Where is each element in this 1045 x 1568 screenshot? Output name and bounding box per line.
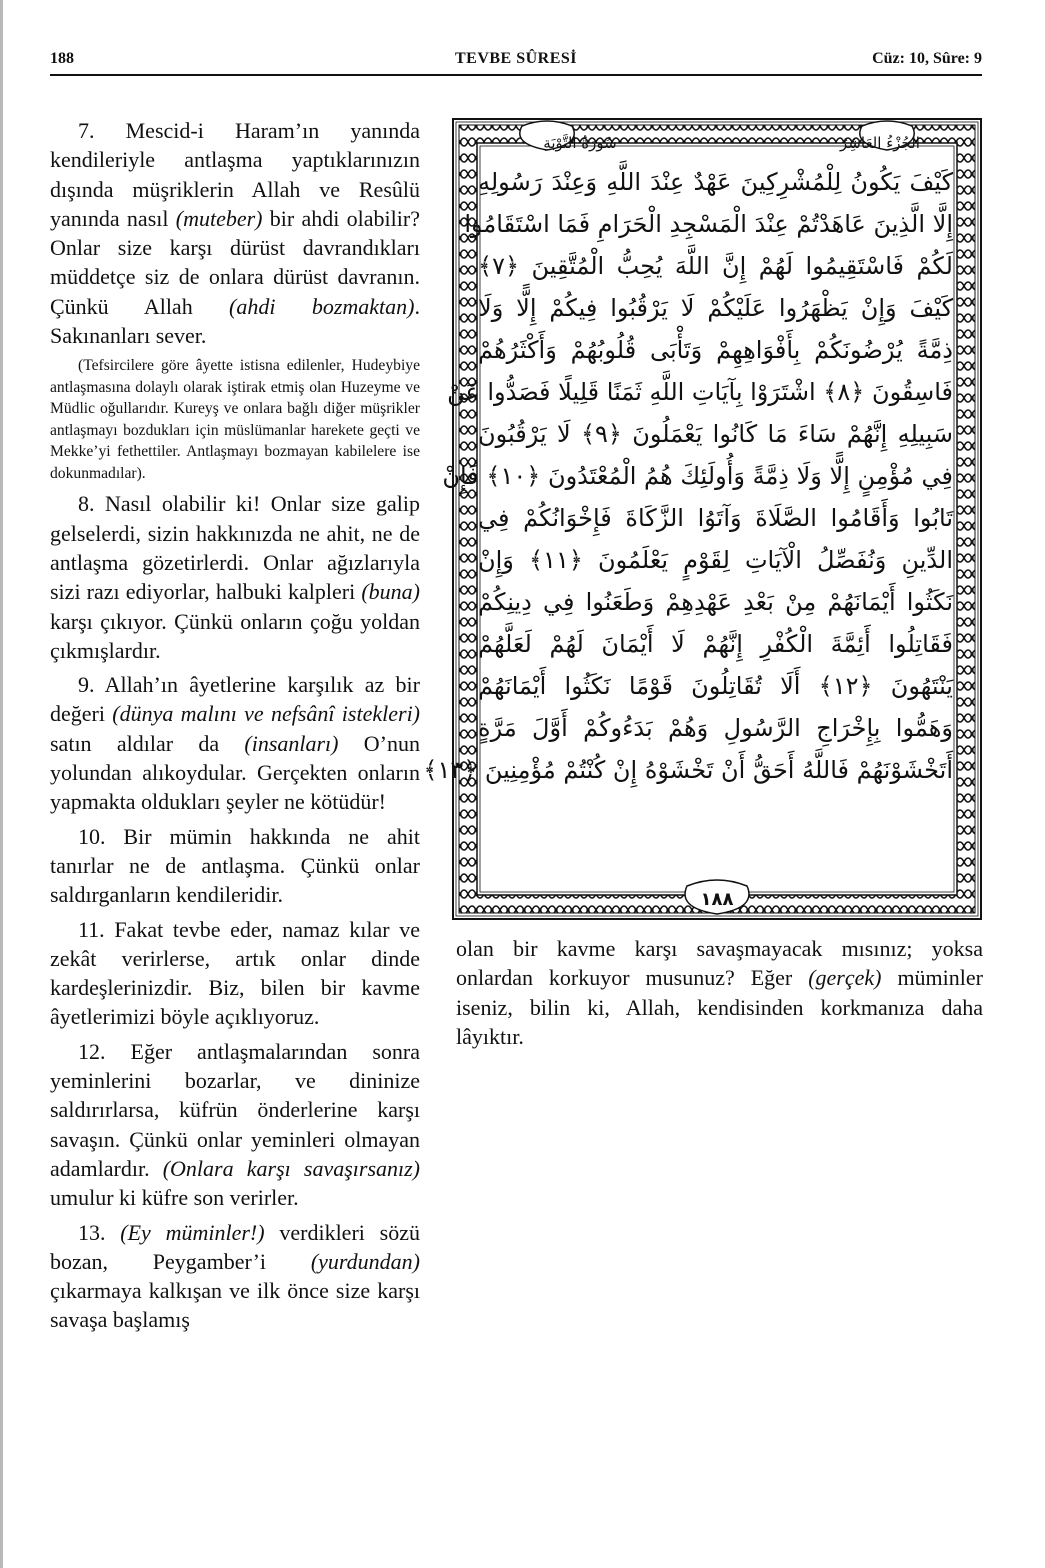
verse-12-text-2: umulur ki küfre son verirler. xyxy=(50,1185,299,1211)
page-number: 188 xyxy=(50,50,74,67)
mushaf-page-number: ١٨٨ xyxy=(700,889,734,910)
verse-8-text: 8. Nasıl olabilir ki! Onlar size galip gelselerdi, sizin hakkınızda ne ahit, ne de antlaşma gözetirlerdi. Onlar ağızlarıyla sizi razı ediyorlar, halbuki kalpleri xyxy=(50,491,420,605)
verse-13-italic-2: (yurdundan) xyxy=(310,1248,420,1274)
verse-13 xyxy=(50,1218,420,1335)
arabic-line-10: الدِّينِ وَنُفَصِّلُ الْآيَاتِ لِقَوْمٍ يَعْلَمُونَ ﴿١١﴾ وَإِنْ xyxy=(478,546,954,574)
verse-9-italic-1: (dünya malını ve nefsânî istekleri) xyxy=(112,701,421,727)
arabic-line-4: كَيْفَ وَإِنْ يَظْهَرُوا عَلَيْكُمْ لَا يَرْقُبُوا فِيكُمْ إِلًّا وَلَا xyxy=(478,294,953,322)
verse-9-text: 9. Allah’ın âyetlerine karşılık az bir değeri xyxy=(50,672,420,727)
verse-8-text-2: karşı çıkıyor. Çünkü onların çoğu yoldan çıkmışlardır. xyxy=(50,608,420,663)
arabic-line-2: إِلَّا الَّذِينَ عَاهَدْتُمْ عِنْدَ الْمَسْجِدِ الْحَرَامِ فَمَا اسْتَقَامُوا xyxy=(464,210,953,238)
surah-name-cartouche: سُورَةُ التَّوْبَةِ xyxy=(543,134,617,152)
verse-13-cont-text-2: müminler iseniz, bilin ki, Allah, kendisinden korkmanıza daha lâyıktır. xyxy=(456,965,983,1049)
verse-12-italic: (Onlara karşı savaşırsanız) xyxy=(162,1155,421,1181)
verse-9-text-2: satın aldılar da xyxy=(50,730,245,756)
page-left-edge xyxy=(0,0,3,1568)
verse-13-cont-italic: (gerçek) xyxy=(808,965,882,991)
verse-12-text: 12. Eğer antlaşmalarından sonra yeminlerini bozarlar, ve dininize saldırırlarsa, küfrün önderlerine karşı savaşın. Çünkü onlar yeminleri olmayan adamlardır. xyxy=(50,1038,420,1181)
arabic-line-6: فَاسِقُونَ ﴿٨﴾ اشْتَرَوْا بِآيَاتِ اللَّهِ ثَمَنًا قَلِيلًا فَصَدُّوا عَنْ xyxy=(447,378,953,406)
verse-13-text: verdikleri sözü bozan, Peygamber’i xyxy=(50,1219,420,1274)
verse-7-text-2: bir ahdi olabilir? Onlar size karşı dürüst davrandıkları müddetçe siz de onlara dürüst davranın. Çünkü Allah xyxy=(50,205,420,319)
translation-right-column xyxy=(456,934,983,1051)
surah-title: TEVBE SÛRESİ xyxy=(454,50,578,67)
arabic-line-12: فَقَاتِلُوا أَئِمَّةَ الْكُفْرِ إِنَّهُمْ لَا أَيْمَانَ لَهُمْ لَعَلَّهُمْ xyxy=(478,630,953,658)
verse-9-text-3: O’nun yolundan alıkoydular. Gerçekten onların yapmakta oldukları şeyler ne kötüdür! xyxy=(50,730,420,815)
verse-8 xyxy=(50,489,420,665)
arabic-line-14: وَهَمُّوا بِإِخْرَاجِ الرَّسُولِ وَهُمْ بَدَءُوكُمْ أَوَّلَ مَرَّةٍ xyxy=(478,714,953,742)
arabic-line-1: كَيْفَ يَكُونُ لِلْمُشْرِكِينَ عَهْدٌ عِنْدَ اللَّهِ وَعِنْدَ رَسُولِهِ xyxy=(478,168,953,196)
verse-7-italic-2: (ahdi bozmaktan) xyxy=(229,293,415,319)
verse-13-continuation xyxy=(456,934,983,1051)
verse-11: 11. Fakat tevbe eder, namaz kılar ve zekât verirlerse, artık onlar dinde kardeşlerinizdir. Biz, bilen bir kavme âyetlerimizi böyle açıklıyoruz. xyxy=(50,916,420,1030)
juz-surah-reference: Cüz: 10, Sûre: 9 xyxy=(872,50,982,67)
arabic-line-5: ذِمَّةً يُرْضُونَكُمْ بِأَفْوَاهِهِمْ وَتَأْبَى قُلُوبُهُمْ وَأَكْثَرُهُمْ xyxy=(478,336,953,364)
verse-8-italic: (buna) xyxy=(361,579,420,605)
arabic-line-3: لَكُمْ فَاسْتَقِيمُوا لَهُمْ إِنَّ اللَّهَ يُحِبُّ الْمُتَّقِينَ ﴿٧﴾ xyxy=(478,252,953,280)
arabic-line-11: نَكَثُوا أَيْمَانَهُمْ مِنْ بَعْدِ عَهْدِهِمْ وَطَعَنُوا فِي دِينِكُمْ xyxy=(478,588,953,616)
arabic-line-9: تَابُوا وَأَقَامُوا الصَّلَاةَ وَآتَوُا الزَّكَاةَ فَإِخْوَانُكُمْ فِي xyxy=(478,504,953,532)
arabic-line-15: أَتَخْشَوْنَهُمْ فَاللَّهُ أَحَقُّ أَنْ تَخْشَوْهُ إِنْ كُنْتُمْ مُؤْمِنِينَ ﴿١٣﴾ xyxy=(423,756,953,784)
verse-9-italic-2: (insanları) xyxy=(244,730,339,756)
verse-7 xyxy=(50,116,420,350)
verse-9 xyxy=(50,670,420,816)
verse-13-text-2: çıkarmaya kalkışan ve ilk önce size karşı savaşa başlamış xyxy=(50,1278,420,1333)
running-header xyxy=(50,48,982,76)
juz-name-cartouche: الجُزْءُ العَاشِرُ xyxy=(840,134,920,152)
verse-7-italic-1: (muteber) xyxy=(175,205,263,231)
verse-10: 10. Bir mümin hakkında ne ahit tanırlar ne de antlaşma. Çünkü onlar saldırganların kendileridir. xyxy=(50,823,420,908)
verse-13-number: 13. xyxy=(78,1219,121,1245)
verse-12 xyxy=(50,1037,420,1213)
verse-13-italic-1: (Ey müminler!) xyxy=(120,1219,265,1245)
verse-7-text-3: . Sakınanları sever. xyxy=(50,293,420,349)
arabic-line-13: يَنْتَهُونَ ﴿١٢﴾ أَلَا تُقَاتِلُونَ قَوْمًا نَكَثُوا أَيْمَانَهُمْ xyxy=(478,672,953,700)
commentary-note: (Tefsircilere göre âyette istisna edilenler, Hudeybiye antlaşmasına dolaylı olarak iştirak etmiş olan Huzeyme ve Müdlic oğullarıdır. Kureyş ve onlara bağlı diğer müşrikler antlaşmayı bozdukları için müslümanlar harekete geçti ve Mekke’yi fethettiler. Antlaşmayı bozmayan kabilelere ise dokunmadılar). xyxy=(50,357,420,482)
translation-left-column xyxy=(50,116,420,1335)
verse-7-text: 7. Mescid-i Haram’ın yanında kendileriyle antlaşma yaptıklarınızın dışında müşriklerin Allah ve Resûlü yanında nasıl xyxy=(50,118,420,231)
verse-13-cont-text: olan bir kavme karşı savaşmayacak mısınız; yoksa onlardan korkuyor musunuz? Eğer xyxy=(456,936,983,991)
arabic-line-8: فِي مُؤْمِنٍ إِلًّا وَلَا ذِمَّةً وَأُولَئِكَ هُمُ الْمُعْتَدُونَ ﴿١٠﴾ فَإِنْ xyxy=(442,462,953,490)
arabic-line-7: سَبِيلِهِ إِنَّهُمْ سَاءَ مَا كَانُوا يَعْمَلُونَ ﴿٩﴾ لَا يَرْقُبُونَ xyxy=(478,420,953,448)
